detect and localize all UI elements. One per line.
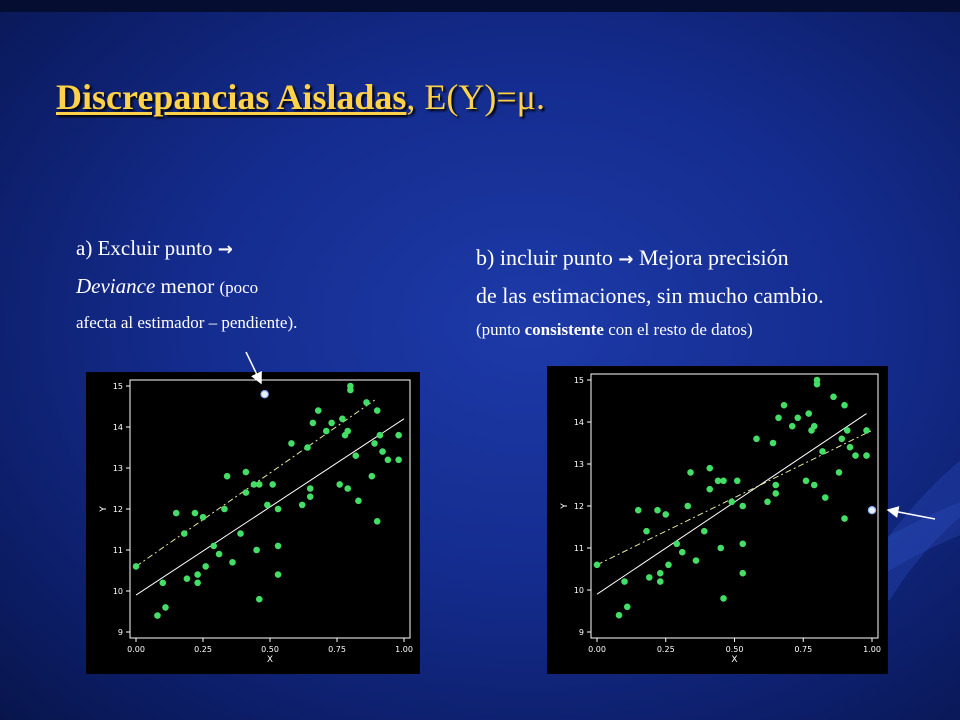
data-point	[275, 571, 282, 578]
data-point	[635, 507, 642, 514]
data-point	[385, 457, 392, 464]
x-tick-label: 0.75	[794, 645, 813, 654]
data-point	[371, 440, 378, 447]
data-point	[654, 507, 661, 514]
data-point	[693, 557, 700, 564]
data-point	[307, 493, 314, 500]
data-point	[374, 518, 381, 525]
plot-frame	[591, 374, 878, 638]
data-point	[819, 448, 826, 455]
arrow-icon: →	[618, 249, 634, 270]
data-point	[269, 481, 276, 488]
data-point	[789, 423, 796, 430]
data-point	[221, 506, 228, 513]
y-tick-label: 11	[573, 544, 584, 553]
data-point	[594, 562, 601, 569]
data-point	[781, 402, 788, 409]
data-point	[805, 410, 812, 417]
x-tick-label: 0.00	[588, 645, 606, 654]
data-point	[657, 578, 664, 585]
data-point	[154, 612, 161, 619]
data-point	[616, 612, 623, 619]
data-point	[739, 570, 746, 577]
data-point	[673, 541, 680, 548]
top-bar	[0, 0, 960, 12]
data-point	[863, 452, 870, 459]
y-tick-label: 9	[578, 628, 584, 637]
title-main: Discrepancias Aisladas	[56, 77, 407, 117]
arrow-to-outlier-right	[888, 510, 935, 519]
outlier-point	[261, 391, 268, 398]
y-axis-label: Y	[560, 503, 570, 509]
data-point	[328, 420, 335, 427]
y-tick-label: 12	[112, 505, 123, 514]
data-point	[200, 514, 207, 521]
data-point	[720, 595, 727, 602]
x-tick-label: 0.25	[656, 645, 675, 654]
x-axis-label: X	[266, 655, 274, 665]
data-point	[299, 502, 306, 509]
y-tick-label: 11	[112, 546, 123, 555]
data-point	[706, 465, 713, 472]
data-point	[772, 490, 779, 497]
data-point	[395, 432, 402, 439]
data-point	[355, 498, 362, 505]
data-point	[811, 482, 818, 489]
data-point	[701, 528, 708, 535]
data-point	[684, 503, 691, 510]
data-point	[229, 559, 236, 566]
x-tick-label: 0.50	[261, 645, 279, 654]
y-tick-label: 9	[117, 628, 123, 637]
data-point	[717, 545, 724, 552]
data-point	[739, 541, 746, 548]
data-point	[369, 473, 376, 480]
data-point	[720, 478, 727, 485]
x-tick-label: 0.00	[127, 645, 145, 654]
data-point	[173, 510, 180, 517]
y-tick-label: 13	[112, 464, 123, 473]
data-point	[377, 432, 384, 439]
x-tick-label: 0.25	[194, 645, 212, 654]
data-point	[210, 543, 217, 550]
y-tick-label: 14	[112, 423, 123, 432]
data-point	[162, 604, 169, 611]
data-point	[830, 394, 837, 401]
data-point	[621, 578, 628, 585]
data-point	[662, 511, 669, 518]
y-tick-label: 10	[112, 587, 123, 596]
data-point	[764, 499, 771, 506]
data-point	[624, 604, 631, 611]
y-tick-label: 15	[573, 376, 584, 385]
data-point	[841, 402, 848, 409]
data-point	[643, 528, 650, 535]
data-point	[264, 502, 271, 509]
data-point	[237, 530, 244, 537]
data-point	[811, 423, 818, 430]
data-point	[665, 562, 672, 569]
data-point	[734, 478, 741, 485]
data-point	[315, 407, 322, 414]
data-point	[184, 575, 191, 582]
data-point	[202, 563, 209, 570]
x-tick-label: 1.00	[863, 645, 881, 654]
data-point	[224, 473, 231, 480]
x-tick-label: 0.50	[725, 645, 744, 654]
y-tick-label: 13	[573, 460, 584, 469]
data-point	[852, 452, 859, 459]
data-point	[772, 482, 779, 489]
slide-title	[56, 76, 545, 118]
data-point	[770, 440, 777, 447]
title-rest: , E(Y)=μ.	[406, 77, 545, 117]
right-text-line-2: de las estimaciones, sin mucho cambio.	[476, 283, 824, 308]
data-point	[243, 469, 250, 476]
data-point	[307, 485, 314, 492]
data-point	[863, 427, 870, 434]
data-point	[836, 469, 843, 476]
data-point	[814, 381, 821, 388]
data-point	[822, 494, 829, 501]
x-tick-label: 0.75	[328, 645, 346, 654]
y-tick-label: 10	[573, 586, 584, 595]
data-point	[803, 478, 810, 485]
data-point	[192, 510, 199, 517]
scatter-svg	[86, 372, 420, 674]
data-point	[243, 489, 250, 496]
data-point	[363, 399, 370, 406]
data-point	[374, 407, 381, 414]
y-axis-label: Y	[99, 506, 109, 512]
left-text-line-1: a) Excluir punto →	[76, 236, 233, 260]
data-point	[310, 420, 317, 427]
data-point	[352, 452, 359, 459]
data-point	[194, 571, 201, 578]
x-axis-label: X	[731, 655, 738, 665]
data-point	[339, 416, 346, 423]
data-point	[347, 387, 354, 394]
data-point	[256, 596, 263, 603]
data-point	[395, 457, 402, 464]
data-point	[794, 415, 801, 422]
data-point	[323, 428, 330, 435]
data-point	[841, 515, 848, 522]
arrow-icon: →	[217, 239, 233, 260]
data-point	[775, 415, 782, 422]
scatter-svg	[547, 366, 888, 674]
fit-line-dashed	[597, 430, 872, 564]
data-point	[679, 549, 686, 556]
data-point	[687, 469, 694, 476]
x-tick-label: 1.00	[395, 645, 413, 654]
data-point	[739, 503, 746, 510]
right-text-line-1: b) incluir punto → Mejora precisión	[476, 245, 789, 270]
data-point	[253, 547, 260, 554]
data-point	[646, 574, 653, 581]
data-point	[181, 530, 188, 537]
data-point	[304, 444, 311, 451]
data-point	[275, 543, 282, 550]
data-point	[275, 506, 282, 513]
left-text-line-2: Deviance menor (poco	[76, 274, 259, 298]
data-point	[344, 428, 351, 435]
data-point	[160, 580, 167, 587]
data-point	[753, 436, 760, 443]
data-point	[256, 481, 263, 488]
data-point	[379, 448, 386, 455]
data-point	[728, 499, 735, 506]
y-tick-label: 14	[573, 418, 584, 427]
data-point	[838, 436, 845, 443]
plot-frame	[130, 380, 410, 638]
data-point	[657, 570, 664, 577]
data-point	[194, 580, 201, 587]
outlier-point	[868, 507, 875, 514]
left-text-line-3: afecta al estimador – pendiente).	[76, 313, 298, 332]
fit-line-solid	[136, 419, 404, 595]
y-tick-label: 12	[573, 502, 584, 511]
data-point	[288, 440, 295, 447]
scatter-plot-include	[547, 366, 888, 674]
scatter-plot-exclude	[86, 372, 420, 674]
data-point	[336, 481, 343, 488]
data-point	[344, 485, 351, 492]
right-text-line-3: (punto consistente con el resto de datos)	[476, 320, 753, 339]
data-point	[844, 427, 851, 434]
data-point	[133, 563, 140, 570]
y-tick-label: 15	[112, 382, 123, 391]
data-point	[216, 551, 223, 558]
data-point	[847, 444, 854, 451]
data-point	[706, 486, 713, 493]
